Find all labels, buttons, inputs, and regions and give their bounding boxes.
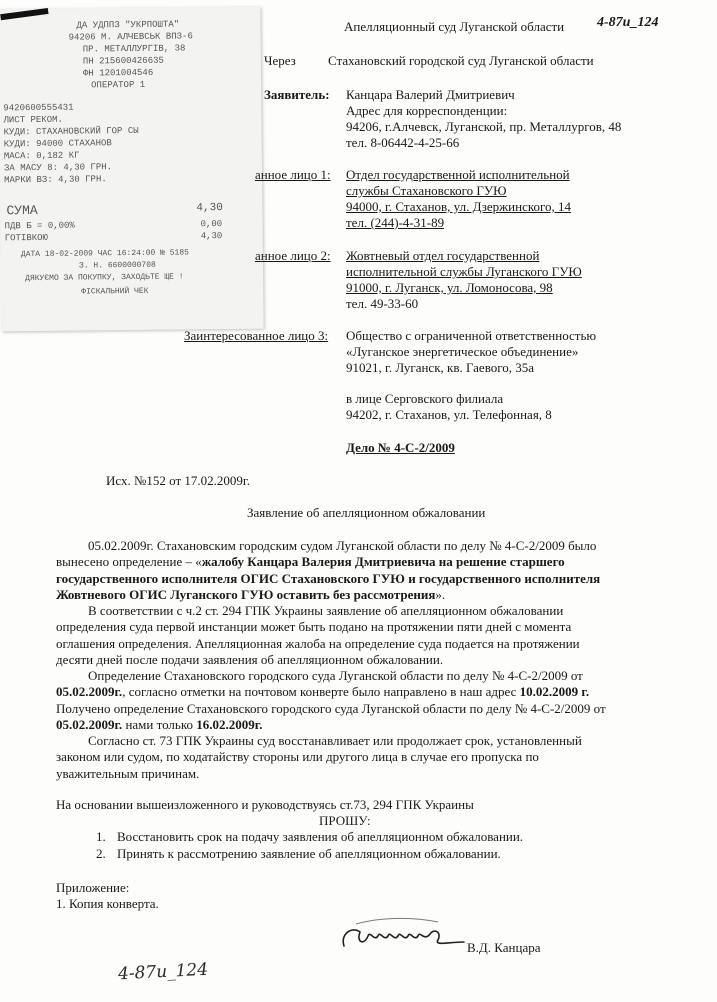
receipt-line: ФН 1201004546 [82, 67, 154, 79]
receipt-line: ПР. МЕТАЛЛУРГІВ, 38 [82, 43, 186, 55]
p2-line: десяти дней после подачи заявления об апелляционном обжаловании. [56, 651, 444, 667]
document-title: Заявление об апелляционном обжаловании [247, 505, 486, 520]
request-item: Восстановить срок на подачу заявления об апелляционном обжаловании. [117, 829, 524, 844]
applicant-label: Заявитель: [264, 87, 330, 102]
paragraph-4 [56, 733, 661, 782]
case-number: Дело № 4-С-2/2009 [346, 440, 455, 455]
corner-note: 4-87и_124 [597, 15, 659, 30]
request-item: Принять к рассмотрению заявление об апелляционном обжаловании. [117, 846, 501, 861]
receipt-line: ДА УДППЗ "УКРПОШТА" [76, 19, 180, 31]
p3-line-4 [56, 717, 661, 733]
receipt-vat-label: ПДВ Б = 0,00% [4, 220, 75, 232]
receipt-sum-label: СУМА [6, 202, 38, 219]
p4-line: уважительным причинам. [56, 765, 200, 781]
applicant-address-label: Адрес для корреспонденции: [346, 103, 508, 118]
party1-line: 94000, г. Стаханов, ул. Дзержинского, 14 [346, 199, 572, 214]
receipt-line: 9420600555431 [3, 102, 74, 114]
p3-text-2: , согласно отметки на почтовом конверте было направлено в наш адрес [122, 684, 520, 700]
receipt-line: 94206 М. АЛЧЕВСЬК ВПЗ-6 [68, 31, 193, 43]
p1-line-2 [56, 554, 661, 570]
p4-line: законом или судом, по ходатайству стороны или другого лица в случае его пропуска по [56, 749, 539, 765]
p1-line-4b: ». [435, 586, 446, 602]
party3-line: Общество с ограниченной ответственностью [346, 328, 597, 343]
outgoing-number: Исх. №152 от 17.02.2009г. [106, 473, 251, 488]
p4-line: Согласно ст. 73 ГПК Украины суд восстанавливает или продолжает срок, установленный [88, 733, 582, 748]
p2-line: В соответствии с ч.2 ст. 294 ГПК Украины заявление об апелляционном обжаловании [88, 603, 564, 618]
attachment-item: 1. Копия конверта. [56, 896, 159, 911]
p3-date-4: 16.02.2009г. [196, 716, 263, 732]
party3-branch-line: 94202, г. Стаханов, ул. Телефонная, 8 [346, 407, 552, 422]
attachments-label: Приложение: [56, 880, 130, 895]
party2-line: 91000, г. Луганск, ул. Ломоносова, 98 [346, 280, 553, 295]
p1-line-2b: жалобу Канцара Валерия Дмитриевича на решение старшего [201, 554, 565, 570]
paragraph-2 [56, 603, 661, 668]
party3-label: Заинтересованное лицо 3: [184, 328, 329, 343]
party1-line: тел. (244)-4-31-89 [346, 215, 445, 230]
receipt-date: ДАТА 18-02-2009 ЧАС 16:24:00 № 5185 [20, 248, 189, 260]
receipt-serial: З. Н. 6600000708 [78, 260, 156, 271]
handwritten-signature [338, 912, 478, 962]
p2-line: оглашения определения. Апелляционная жалоба на определение суда подается на протяжении [56, 635, 580, 651]
via-value: Стахановский городской суд Луганской области [328, 53, 594, 68]
party2-line: тел. 49-33-60 [346, 296, 419, 311]
p3-line-1: Определение Стахановского городского суда Луганской области по делу № 4-С-2/2009 от [88, 668, 583, 683]
p1-line-2a: вынесено определение – « [56, 554, 202, 570]
request-number-1: 1. [96, 829, 106, 844]
receipt-vat-value: 0,00 [200, 219, 223, 230]
p3-line-2 [56, 684, 661, 700]
receipt-line: МАРКИ ВЗ: 4,30 ГРН. [4, 174, 107, 186]
receipt-sum-value: 4,30 [196, 202, 223, 215]
receipt-line: КУДИ: СТАХАНОВСКИЙ ГОР СЫ [3, 125, 139, 138]
p3-text-4: нами только [122, 716, 197, 732]
p3-date-2: 10.02.2009 г. [519, 684, 590, 700]
p1-line-4 [56, 587, 661, 603]
basis-line: На основании вышеизложенного и руководствуясь ст.73, 294 ГПК Украины [56, 797, 474, 812]
p3-date-1: 05.02.2009г. [56, 684, 123, 700]
party2-label: анное лицо 2: [255, 248, 331, 263]
receipt-cash-label: ГОТІВКОЮ [4, 232, 48, 244]
receipt-footer: ФІСКАЛЬНИЙ ЧЕК [81, 286, 149, 297]
applicant-phone: тел. 8-06442-4-25-66 [346, 135, 460, 150]
party3-line: 91021, г. Луганск, кв. Гаевого, 35а [346, 360, 535, 375]
receipt-line: ЗА МАСУ 8: 4,30 ГРН. [3, 162, 113, 174]
via-label: Через [264, 53, 296, 68]
receipt-line: ПН 215600426635 [82, 55, 164, 67]
applicant-address: 94206, г.Алчевск, Луганской, пр. Металлургов, 48 [346, 119, 622, 134]
receipt-line: МАСА: 0,182 КГ [3, 150, 80, 162]
p1-line-4a: Жовтневого ОГИС Луганского ГУЮ оставить без рассмотрения [56, 586, 436, 602]
request-number-2: 2. [96, 846, 106, 861]
party1-line: службы Стахановского ГУЮ [346, 183, 507, 198]
party1-line: Отдел государственной исполнительной [346, 167, 570, 182]
court-name: Апелляционный суд Луганской области [344, 19, 565, 34]
receipt-thanks: ДЯКУЄМО ЗА ПОКУПКУ, ЗАХОДЬТЕ ЩЕ ! [25, 272, 184, 284]
p1-line-1: 05.02.2009г. Стахановским городским судом Луганской области по делу № 4-С-2/2009 было [88, 538, 597, 553]
applicant-name: Канцара Валерий Дмитриевич [346, 87, 515, 102]
paragraph-3 [56, 668, 661, 733]
postal-receipt [0, 7, 264, 332]
signer-name: В.Д. Канцара [467, 940, 541, 955]
receipt-line: ЛИСТ РЕКОМ. [3, 114, 63, 126]
receipt-line: ОПЕРАТОР 1 [91, 79, 146, 91]
p1-line-3: государственного исполнителя ОГИС Стахановского ГУЮ и государственного исполнителя [56, 570, 601, 586]
handwritten-note: 4-87и_124 [117, 959, 209, 985]
receipt-line: КУДИ: 94000 СТАХАНОВ [3, 138, 112, 150]
party2-line: Жовтневый отдел государственной [346, 248, 540, 263]
receipt-cash-value: 4,30 [200, 231, 223, 242]
party3-branch-line: в лице Серговского филиала [346, 391, 504, 406]
p3-date-3: 05.02.2009г. [56, 716, 123, 732]
party2-line: исполнительной службы Луганского ГУЮ [346, 264, 582, 279]
p2-line: определения суда первой инстанции может быть подано на протяжении пяти дней с момента [56, 619, 572, 635]
request-heading: ПРОШУ: [319, 813, 371, 828]
p3-line-3: Получено определение Стахановского городского суда Луганской области по делу № 4-С-2/2009 от [56, 700, 606, 716]
party1-label: анное лицо 1: [255, 167, 331, 182]
paragraph-1 [56, 538, 661, 603]
party3-line: «Луганское энергетическое объединение» [346, 344, 579, 359]
corner-mark [0, 8, 48, 20]
